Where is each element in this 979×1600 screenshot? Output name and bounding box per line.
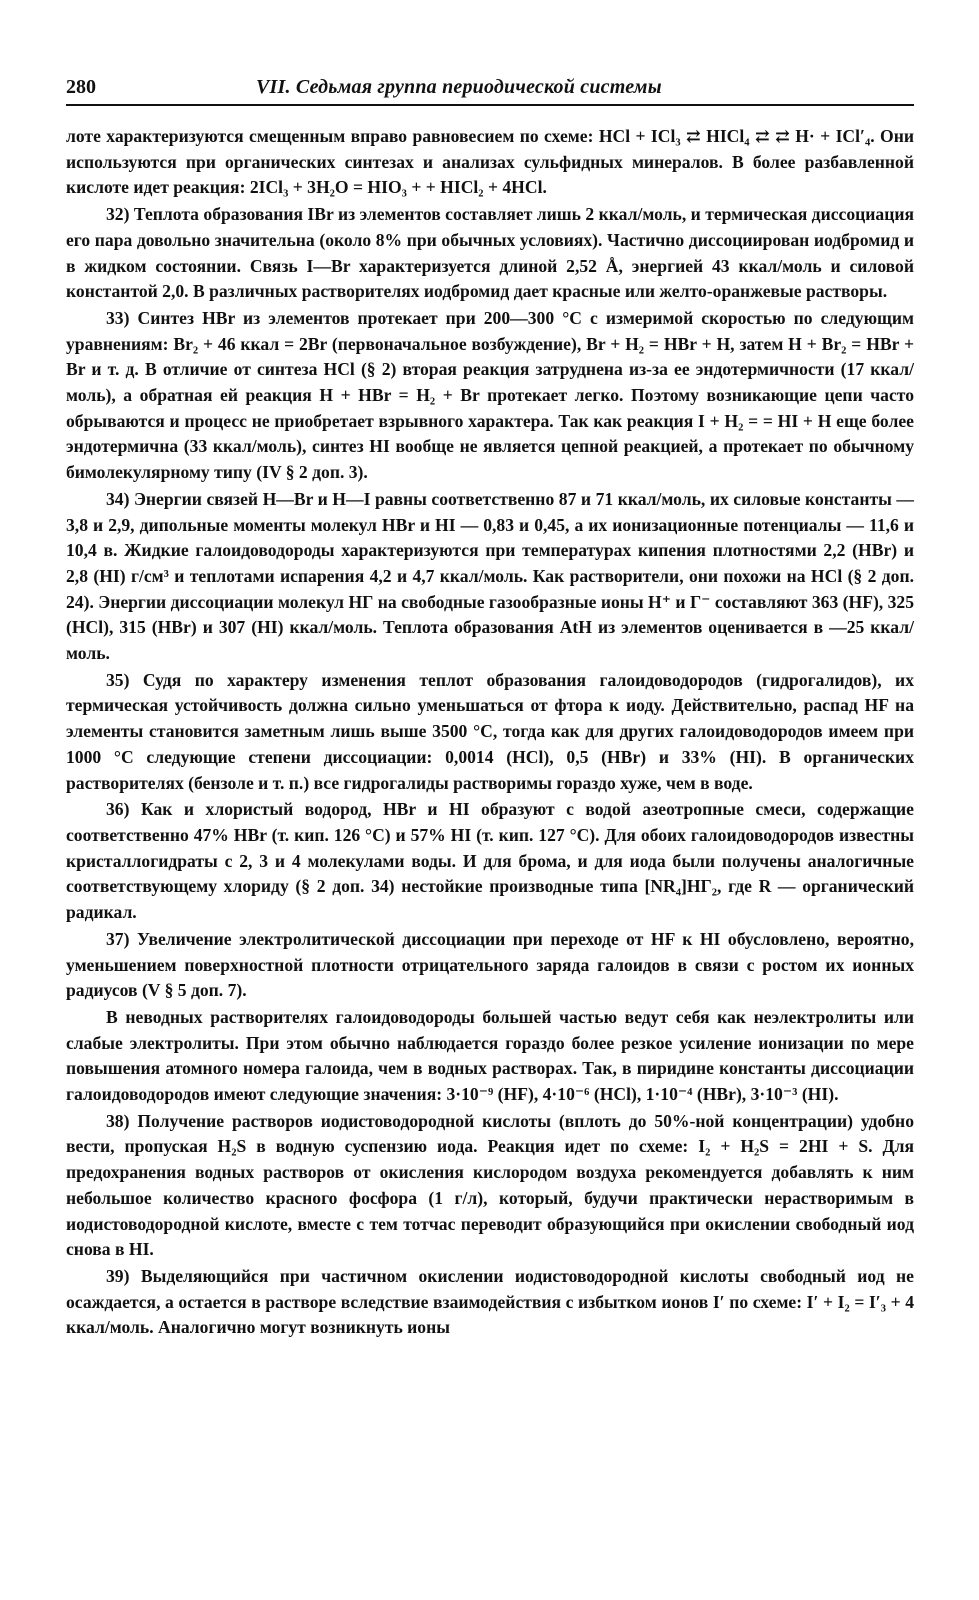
paragraph-note-35: 35) Судя по характеру изменения теплот образования галоидоводородов (гидрогалидов), их термическая устойчивость должна сильно уменьшаться от фтора к иоду. Действительно, распад HF на элементы становится заметным лишь выше 3500 °C, тогда как для других галоидоводородов имеем при 1000 °C следующие степени диссоциации: 0,0014 (HCl), 0,5 (HBr) и 33% (HI). В органических растворителях (бензоле и т. п.) все гидрогалиды растворимы гораздо хуже, чем в воде. bbox=[66, 669, 914, 793]
paragraph-note-36: 36) Как и хлористый водород, HBr и HI образуют с водой азеотропные смеси, содержащие соответственно 47% HBr (т. кип. 126 °C) и 57% HI (т. кип. 127 °C). Для обоих галоидоводородов известны кристаллогидраты с 2, 3 и 4 молекулами воды. И для брома, и для иода были получены аналогичные соответствующему хлориду (§ 2 доп. 34) нестойкие производные типа [NR₄]HГ₂, где R — органический радикал. bbox=[66, 799, 914, 923]
paragraph-note-34: 34) Энергии связей H—Br и H—I равны соответственно 87 и 71 ккал/моль, их силовые константы — 3,8 и 2,9, дипольные моменты молекул HBr и HI — 0,83 и 0,45, а их ионизационные потенциалы — 11,6 и 10,4 в. Жидкие галоидоводороды характеризуются при температурах кипения плотностями 2,2 (HBr) и 2,8 (HI) г/см³ и теплотами испарения 4,2 и 4,7 ккал/моль. Как растворители, они похожи на HCl (§ 2 доп. 24). Энергии диссоциации молекул НГ на свободные газообразные ионы H⁺ и Г⁻ составляют 363 (HF), 325 (HCl), 315 (HBr) и 307 (HI) ккал/моль. Теплота образования AtH из элементов оценивается в —25 ккал/моль. bbox=[66, 488, 914, 664]
paragraph-continuation: лоте характеризуются смещенным вправо равновесием по схеме: HCl + ICl₃ ⇄ HICl₄ ⇄ ⇄ H· + ICl′₄. Они используются при органических синтезах и анализах сульфидных минералов. В более разбавленной кислоте идет реакция: 2ICl₃ + 3H₂O = HIO₃ + + HICl₂ + 4HCl. bbox=[66, 126, 914, 198]
paragraph-note-32: 32) Теплота образования IBr из элементов составляет лишь 2 ккал/моль, и термическая диссоциация его пара довольно значительна (около 8% при обычных условиях). Частично диссоциирован иодбромид и в жидком состоянии. Связь I—Br характеризуется длиной 2,52 Å, энергией 43 ккал/моль и силовой константой 2,0. В различных растворителях иодбромид дает красные или желто-оранжевые растворы. bbox=[66, 204, 914, 302]
page-header bbox=[66, 62, 914, 98]
paragraph-note-37: 37) Увеличение электролитической диссоциации при переходе от HF к HI обусловлено, вероятно, уменьшением поверхностной плотности отрицательного заряда галоидов в связи с ростом их ионных радиусов (V § 5 доп. 7). bbox=[66, 928, 914, 1001]
page-number: 280 bbox=[66, 76, 96, 98]
paragraph-note-33: 33) Синтез HBr из элементов протекает при 200—300 °C с измеримой скоростью по следующим уравнениям: Br₂ + 46 ккал = 2Br (первоначальное возбуждение), Br + H₂ = HBr + H, затем H + Br₂ = HBr + Br и т. д. В отличие от синтеза HCl (§ 2) вторая реакция затруднена из-за ее эндотермичности (17 ккал/моль), а обратная ей реакция H + HBr = H₂ + Br протекает легко. Поэтому возникающие цепи часто обрываются и процесс не приобретает взрывного характера. Так как реакция I + H₂ = = HI + H еще более эндотермична (33 ккал/моль), синтез HI вообще не является цепной реакцией, а протекает по обычному бимолекулярному типу (IV § 2 доп. 3). bbox=[66, 307, 914, 483]
paragraph-note-38: 38) Получение растворов иодистоводородной кислоты (вплоть до 50%-ной концентрации) удобно вести, пропуская H₂S в водную суспензию иода. Реакция идет по схеме: I₂ + H₂S = 2HI + S. Для предохранения водных растворов от окисления кислородом воздуха рекомендуется добавлять к ним небольшое количество красного фосфора (1 г/л), который, будучи практически нерастворимым в иодистоводородной кислоте, вместе с тем тотчас переводит образующийся при окислении свободный иод снова в HI. bbox=[66, 1110, 914, 1260]
header-rule bbox=[66, 104, 914, 106]
book-page bbox=[66, 62, 914, 1338]
running-title: VII. Седьмая группа периодической системы bbox=[256, 76, 662, 98]
page-body bbox=[66, 124, 914, 1341]
paragraph-nonaqueous: В неводных растворителях галоидоводороды большей частью ведут себя как неэлектролиты или слабые электролиты. При этом обычно наблюдается гораздо более резкое усиление ионизации по мере повышения атомного номера галоида, чем в водных растворах. Так, в пиридине константы диссоциации галоидоводородов имеют следующие значения: 3·10⁻⁹ (HF), 4·10⁻⁶ (HCl), 1·10⁻⁴ (HBr), 3·10⁻³ (HI). bbox=[66, 1006, 914, 1105]
paragraph-note-39: 39) Выделяющийся при частичном окислении иодистоводородной кислоты свободный иод не осаждается, а остается в растворе вследствие взаимодействия с избытком ионов I′ по схеме: I′ + I₂ = I′₃ + 4 ккал/моль. Аналогично могут возникнуть ионы bbox=[66, 1265, 914, 1338]
